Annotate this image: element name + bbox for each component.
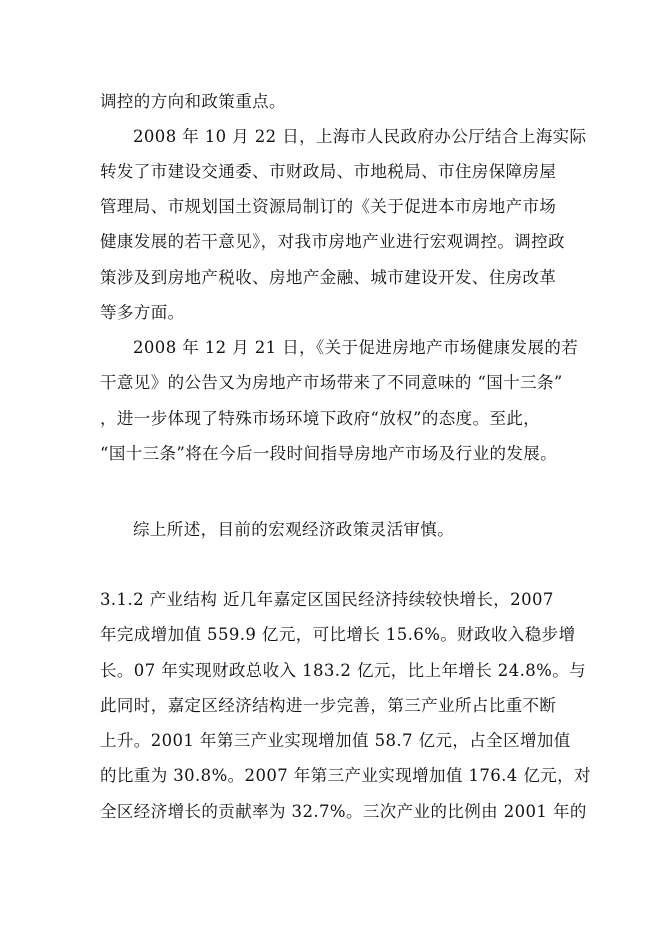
paragraph-start-line: 2008 年 12 月 21 日，《关于促进房地产市场健康发展的若: [133, 338, 579, 357]
summary-line: 综上所述，目前的宏观经济政策灵活审慎。: [133, 520, 455, 539]
text-line: 转发了市建设交通委、市财政局、市地税局、市住房保障房屋: [100, 162, 557, 181]
text-line: “国十三条”将在今后一段时间指导房地产市场及行业的发展。: [100, 444, 558, 463]
section-heading-line: 3.1.2 产业结构 近几年嘉定区国民经济持续较快增长，2007: [100, 590, 554, 609]
text-line: 的比重为 30.8%。2007 年第三产业实现增加值 176.4 亿元，对: [100, 766, 591, 785]
paragraph-start-line: 2008 年 10 月 22 日，上海市人民政府办公厅结合上海实际: [133, 127, 587, 146]
text-line: 调控的方向和政策重点。: [100, 92, 286, 111]
text-line: 策涉及到房地产税收、房地产金融、城市建设开发、住房改革: [100, 268, 557, 287]
text-line: ，进一步体现了特殊市场环境下政府“放权”的态度。至此，: [100, 409, 541, 428]
text-line: 管理局、市规划国土资源局制订的《关于促进本市房地产市场: [100, 197, 557, 216]
text-line: 全区经济增长的贡献率为 32.7%。三次产业的比例由 2001 年的: [100, 802, 587, 821]
text-line: 健康发展的若干意见》，对我市房地产业进行宏观调控。调控政: [100, 232, 565, 251]
text-line: 上升。2001 年第三产业实现增加值 58.7 亿元，占全区增加值: [100, 731, 571, 750]
text-line: 干意见》的公告又为房地产市场带来了不同意味的 “国十三条”: [100, 373, 563, 392]
text-line: 年完成增加值 559.9 亿元，可比增长 15.6%。财政收入稳步增: [100, 625, 576, 644]
text-line: 长。07 年实现财政总收入 183.2 亿元，比上年增长 24.8%。与: [100, 661, 587, 680]
text-line: 等多方面。: [100, 303, 185, 322]
text-line: 此同时，嘉定区经济结构进一步完善，第三产业所占比重不断: [100, 696, 557, 715]
